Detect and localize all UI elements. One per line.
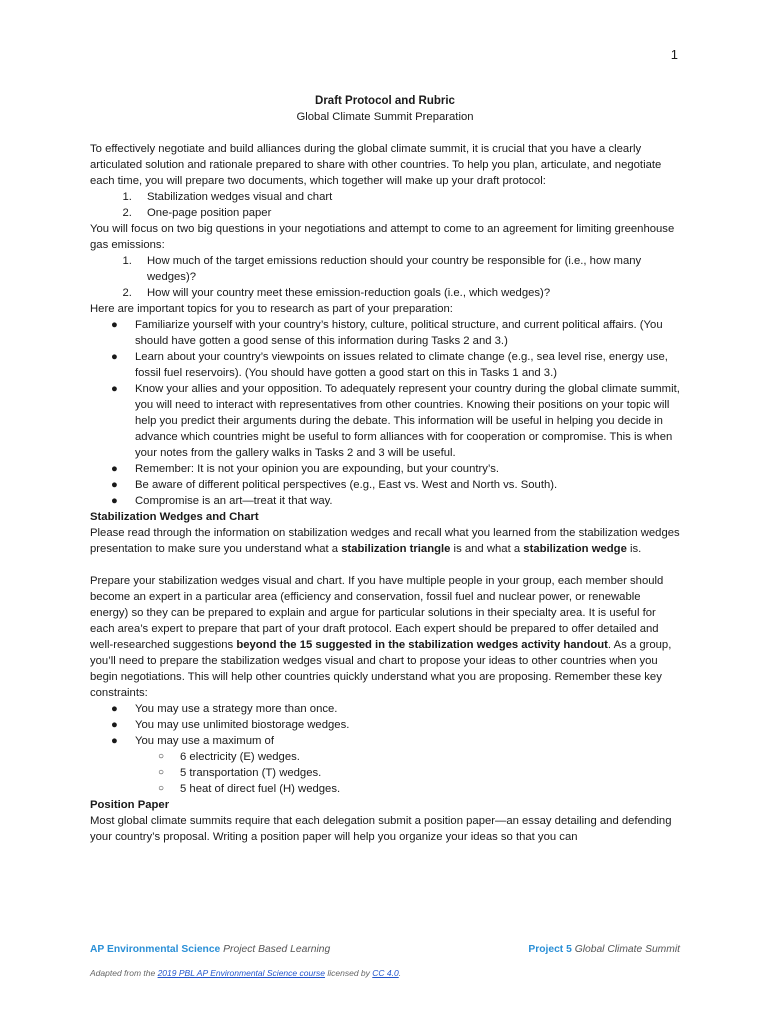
list-item: 2. How will your country meet these emission-reduction goals (i.e., which wedges)? xyxy=(135,285,680,301)
list-item: ● Remember: It is not your opinion you are expounding, but your country’s. xyxy=(111,463,500,475)
wedges-paragraph-2: Prepare your stabilization wedges visual and chart. If you have multiple people in your group, each member should become an expert in a particular area (efficiency and conservation, fossil fuel and nuclear power, or renewable energy) so they can be prepared to explain and argue for particular solutions in their specialty area. It is useful for each area’s expert to prepare that part of your draft protocol. Each expert should be prepared to offer detailed and well-researched suggestions beyond the 15 suggested in the stabilization wedges activity handout. As a group, you’ll need to prepare the stabilization wedges visual and chart to propose your ideas to other countries when you begin negotiations. This will help other countries quickly understand what you are proposing. Remember these key constraints: xyxy=(90,575,672,699)
page-title: Draft Protocol and Rubric xyxy=(315,95,455,107)
course-link[interactable]: 2019 PBL AP Environmental Science course xyxy=(157,968,326,978)
bullet-icon: ● xyxy=(111,319,118,331)
wedges-paragraph-1: Please read through the information on stabilization wedges and recall what you learned from the stabilization wedges presentation to make sure you understand what a stabilization triangle is and what a stabilization wedge is. xyxy=(90,527,680,555)
max-wedges-list xyxy=(135,749,680,797)
page-subtitle: Global Climate Summit Preparation xyxy=(296,111,474,123)
list-item: 2. One-page position paper xyxy=(135,205,680,221)
list-item: ○ 5 transportation (T) wedges. xyxy=(158,767,322,779)
page-number: 1 xyxy=(670,47,678,62)
bullet-icon: ● xyxy=(111,351,118,363)
footer-project: Project 5 Global Climate Summit xyxy=(528,944,680,955)
bullet-icon: ● xyxy=(111,703,118,715)
list-item: 1. Stabilization wedges visual and chart xyxy=(135,189,680,205)
circle-bullet-icon: ○ xyxy=(158,751,165,762)
page-footer xyxy=(90,944,680,955)
bullet-icon: ● xyxy=(111,383,118,395)
position-heading: Position Paper xyxy=(90,799,170,811)
list-item: ● Learn about your country’s viewpoints on issues related to climate change (e.g., sea level rise, energy use, fossil fuel reservoirs). (You should have gotten a good start on this in Tasks 1 and 3.) xyxy=(111,351,668,379)
list-item: ● Be aware of different political perspectives (e.g., East vs. West and North vs. South). xyxy=(111,479,558,491)
list-item: ● Know your allies and your opposition. To adequately represent your country during the global climate summit, you will need to interact with representatives from other countries. Knowing their positions on your topic will help you predict their arguments during the debate. This information will be useful in helping you decide in advance which countries might be useful to form alliances with for cooperation or compromise. This is when your notes from the gallery walks in Tasks 2 and 3 will be useful. xyxy=(111,383,680,459)
license-link[interactable]: CC 4.0 xyxy=(372,968,399,978)
constraints-list xyxy=(90,701,680,797)
questions-list xyxy=(90,253,680,301)
list-item: ● Familiarize yourself with your country’s history, culture, political structure, and current political affairs. (You should have gotten a good sense of this information during Tasks 2 and 3.) xyxy=(111,319,663,347)
credit-line: Adapted from the 2019 PBL AP Environmental Science course licensed by CC 4.0. xyxy=(90,968,402,978)
position-paragraph: Most global climate summits require that each delegation submit a position paper—an essay detailing and defending your country’s proposal. Writing a position paper will help you organize your ideas so that you can xyxy=(90,815,672,843)
footer-course: AP Environmental Science xyxy=(90,944,221,955)
list-item: ● Compromise is an art—treat it that way. xyxy=(111,495,333,507)
list-item: ● You may use unlimited biostorage wedges. xyxy=(111,719,350,731)
questions-intro: You will focus on two big questions in your negotiations and attempt to come to an agreement for limiting greenhouse gas emissions: xyxy=(90,223,675,251)
circle-bullet-icon: ○ xyxy=(158,783,165,794)
list-item: 1. How much of the target emissions reduction should your country be responsible for (i.e., how many wedges)? xyxy=(135,253,680,285)
topics-list xyxy=(90,317,680,509)
document-body xyxy=(90,93,680,845)
documents-list xyxy=(90,189,680,221)
circle-bullet-icon: ○ xyxy=(158,767,165,778)
list-item: ● You may use a maximum of ○ 6 electricity (E) wedges. ○ 5 transportation (T) wedges. ○ 5 heat of direct fuel (H) wedges. xyxy=(135,733,680,797)
bullet-icon: ● xyxy=(111,479,118,491)
bullet-icon: ● xyxy=(111,735,118,747)
intro-paragraph: To effectively negotiate and build alliances during the global climate summit, it is crucial that you have a clearly articulated solution and rationale prepared to share with other countries. To help you plan, articulate, and negotiate each time, you will prepare two documents, which together will make up your draft protocol: xyxy=(90,143,662,187)
topics-intro: Here are important topics for you to research as part of your preparation: xyxy=(90,303,453,315)
bullet-icon: ● xyxy=(111,463,118,475)
list-item: ● You may use a strategy more than once. xyxy=(111,703,338,715)
wedges-heading: Stabilization Wedges and Chart xyxy=(90,511,259,523)
list-item: ○ 6 electricity (E) wedges. xyxy=(158,751,300,763)
list-item: ○ 5 heat of direct fuel (H) wedges. xyxy=(158,783,341,795)
footer-course-type: Project Based Learning xyxy=(223,944,331,955)
bullet-icon: ● xyxy=(111,495,118,507)
bullet-icon: ● xyxy=(111,719,118,731)
